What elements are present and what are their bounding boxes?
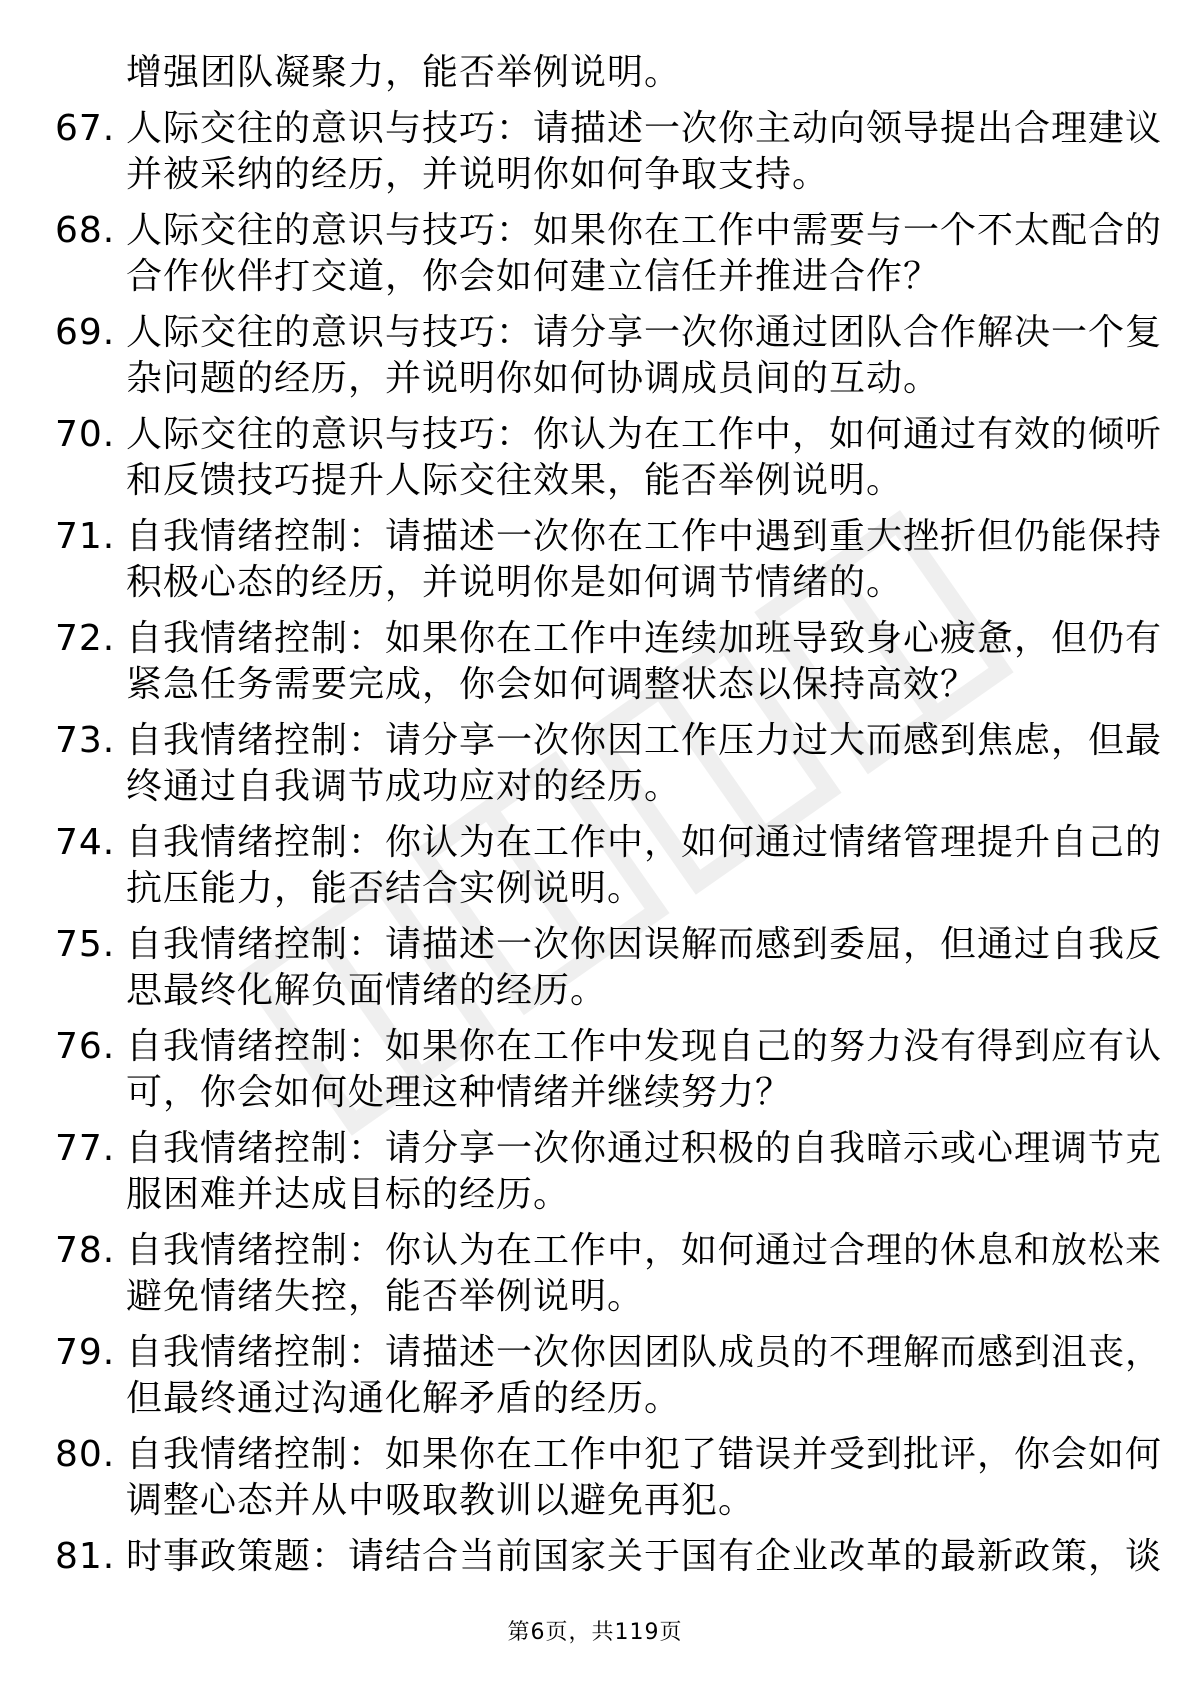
question-text: 人际交往的意识与技巧：你认为在工作中，如何通过有效的倾听 [126,414,1163,455]
question-first-line [55,310,1163,356]
question-number: 69. [55,312,116,353]
question-item [55,412,1163,504]
question-text: 人际交往的意识与技巧：请分享一次你通过团队合作解决一个复 [126,312,1163,353]
question-number: 71. [55,516,116,557]
item-spacer [55,1116,1125,1126]
item-spacer [55,1014,1125,1024]
item-spacer [55,300,1125,310]
item-spacer [55,1422,1125,1432]
question-number: 70. [55,414,116,455]
question-continuation: 但最终通过沟通化解矛盾的经历。 [126,1378,682,1419]
question-continuation: 抗压能力，能否结合实例说明。 [126,868,645,909]
continuation-line: 增强团队凝聚力，能否举例说明。 [126,52,682,93]
question-text: 自我情绪控制：请描述一次你在工作中遇到重大挫折但仍能保持 [126,516,1163,557]
question-first-line [55,1228,1163,1274]
question-number: 78. [55,1230,116,1271]
question-list [55,50,1163,1580]
question-number: 75. [55,924,116,965]
item-spacer [55,912,1125,922]
question-continuation: 避免情绪失控，能否举例说明。 [126,1276,645,1317]
question-item [55,1228,1163,1320]
item-spacer [55,1218,1125,1228]
question-number: 81. [55,1536,116,1577]
items-container [55,96,1163,1580]
question-text: 人际交往的意识与技巧：如果你在工作中需要与一个不太配合的 [126,210,1163,251]
question-item [55,820,1163,912]
question-continuation: 调整心态并从中吸取教训以避免再犯。 [126,1480,756,1521]
item-spacer [55,402,1125,412]
item-spacer [55,504,1125,514]
question-number: 73. [55,720,116,761]
question-item [55,1126,1163,1218]
question-continuation: 并被采纳的经历，并说明你如何争取支持。 [126,154,830,195]
question-number: 76. [55,1026,116,1067]
item-spacer [55,708,1125,718]
question-continuation: 积极心态的经历，并说明你是如何调节情绪的。 [126,562,904,603]
question-number: 72. [55,618,116,659]
question-continuation: 终通过自我调节成功应对的经历。 [126,766,682,807]
question-text: 自我情绪控制：如果你在工作中发现自己的努力没有得到应有认 [126,1026,1163,1067]
question-text: 自我情绪控制：你认为在工作中，如何通过情绪管理提升自己的 [126,822,1163,863]
question-continuation: 合作伙伴打交道，你会如何建立信任并推进合作？ [126,256,941,297]
question-continuation: 可，你会如何处理这种情绪并继续努力？ [126,1072,793,1113]
question-item [55,718,1163,810]
question-item [55,1330,1163,1422]
question-number: 77. [55,1128,116,1169]
question-item [55,616,1163,708]
question-text: 自我情绪控制：请分享一次你通过积极的自我暗示或心理调节克 [126,1128,1163,1169]
question-item [55,208,1163,300]
question-first-line [55,820,1163,866]
page-footer: 第6页，共119页 [507,1620,683,1645]
question-first-line [55,1432,1163,1478]
question-first-line [55,106,1163,152]
item-spacer [55,96,1125,106]
item-spacer [55,198,1125,208]
question-first-line [55,1330,1163,1376]
question-number: 79. [55,1332,116,1373]
question-item [55,922,1163,1014]
question-continuation: 服困难并达成目标的经历。 [126,1174,571,1215]
question-first-line [55,208,1163,254]
question-first-line [55,1126,1163,1172]
question-number: 68. [55,210,116,251]
question-continuation: 杂问题的经历，并说明你如何协调成员间的互动。 [126,358,941,399]
question-first-line [55,1024,1163,1070]
question-text: 时事政策题：请结合当前国家关于国有企业改革的最新政策，谈 [126,1536,1163,1577]
item-spacer [55,1320,1125,1330]
question-item [55,1432,1163,1524]
question-number: 74. [55,822,116,863]
question-text: 自我情绪控制：请分享一次你因工作压力过大而感到焦虑，但最 [126,720,1163,761]
question-first-line [55,412,1163,458]
question-text: 人际交往的意识与技巧：请描述一次你主动向领导提出合理建议 [126,108,1163,149]
question-first-line [55,514,1163,560]
question-item [55,1024,1163,1116]
question-first-line [55,616,1163,662]
question-first-line [55,922,1163,968]
question-continuation: 和反馈技巧提升人际交往效果，能否举例说明。 [126,460,904,501]
question-item [55,310,1163,402]
question-text: 自我情绪控制：如果你在工作中连续加班导致身心疲惫，但仍有 [126,618,1163,659]
question-number: 67. [55,108,116,149]
item-spacer [55,606,1125,616]
question-continuation: 紧急任务需要完成，你会如何调整状态以保持高效？ [126,664,978,705]
question-item [55,514,1163,606]
question-item [55,106,1163,198]
question-text: 自我情绪控制：你认为在工作中，如何通过合理的休息和放松来 [126,1230,1163,1271]
question-first-line [55,718,1163,764]
question-first-line [55,1534,1163,1580]
question-text: 自我情绪控制：如果你在工作中犯了错误并受到批评，你会如何 [126,1434,1163,1475]
question-text: 自我情绪控制：请描述一次你因团队成员的不理解而感到沮丧， [126,1332,1163,1373]
question-text: 自我情绪控制：请描述一次你因误解而感到委屈，但通过自我反 [126,924,1163,965]
question-number: 80. [55,1434,116,1475]
question-item [55,1534,1163,1580]
item-spacer [55,810,1125,820]
item-spacer [55,1524,1125,1534]
question-continuation: 思最终化解负面情绪的经历。 [126,970,608,1011]
